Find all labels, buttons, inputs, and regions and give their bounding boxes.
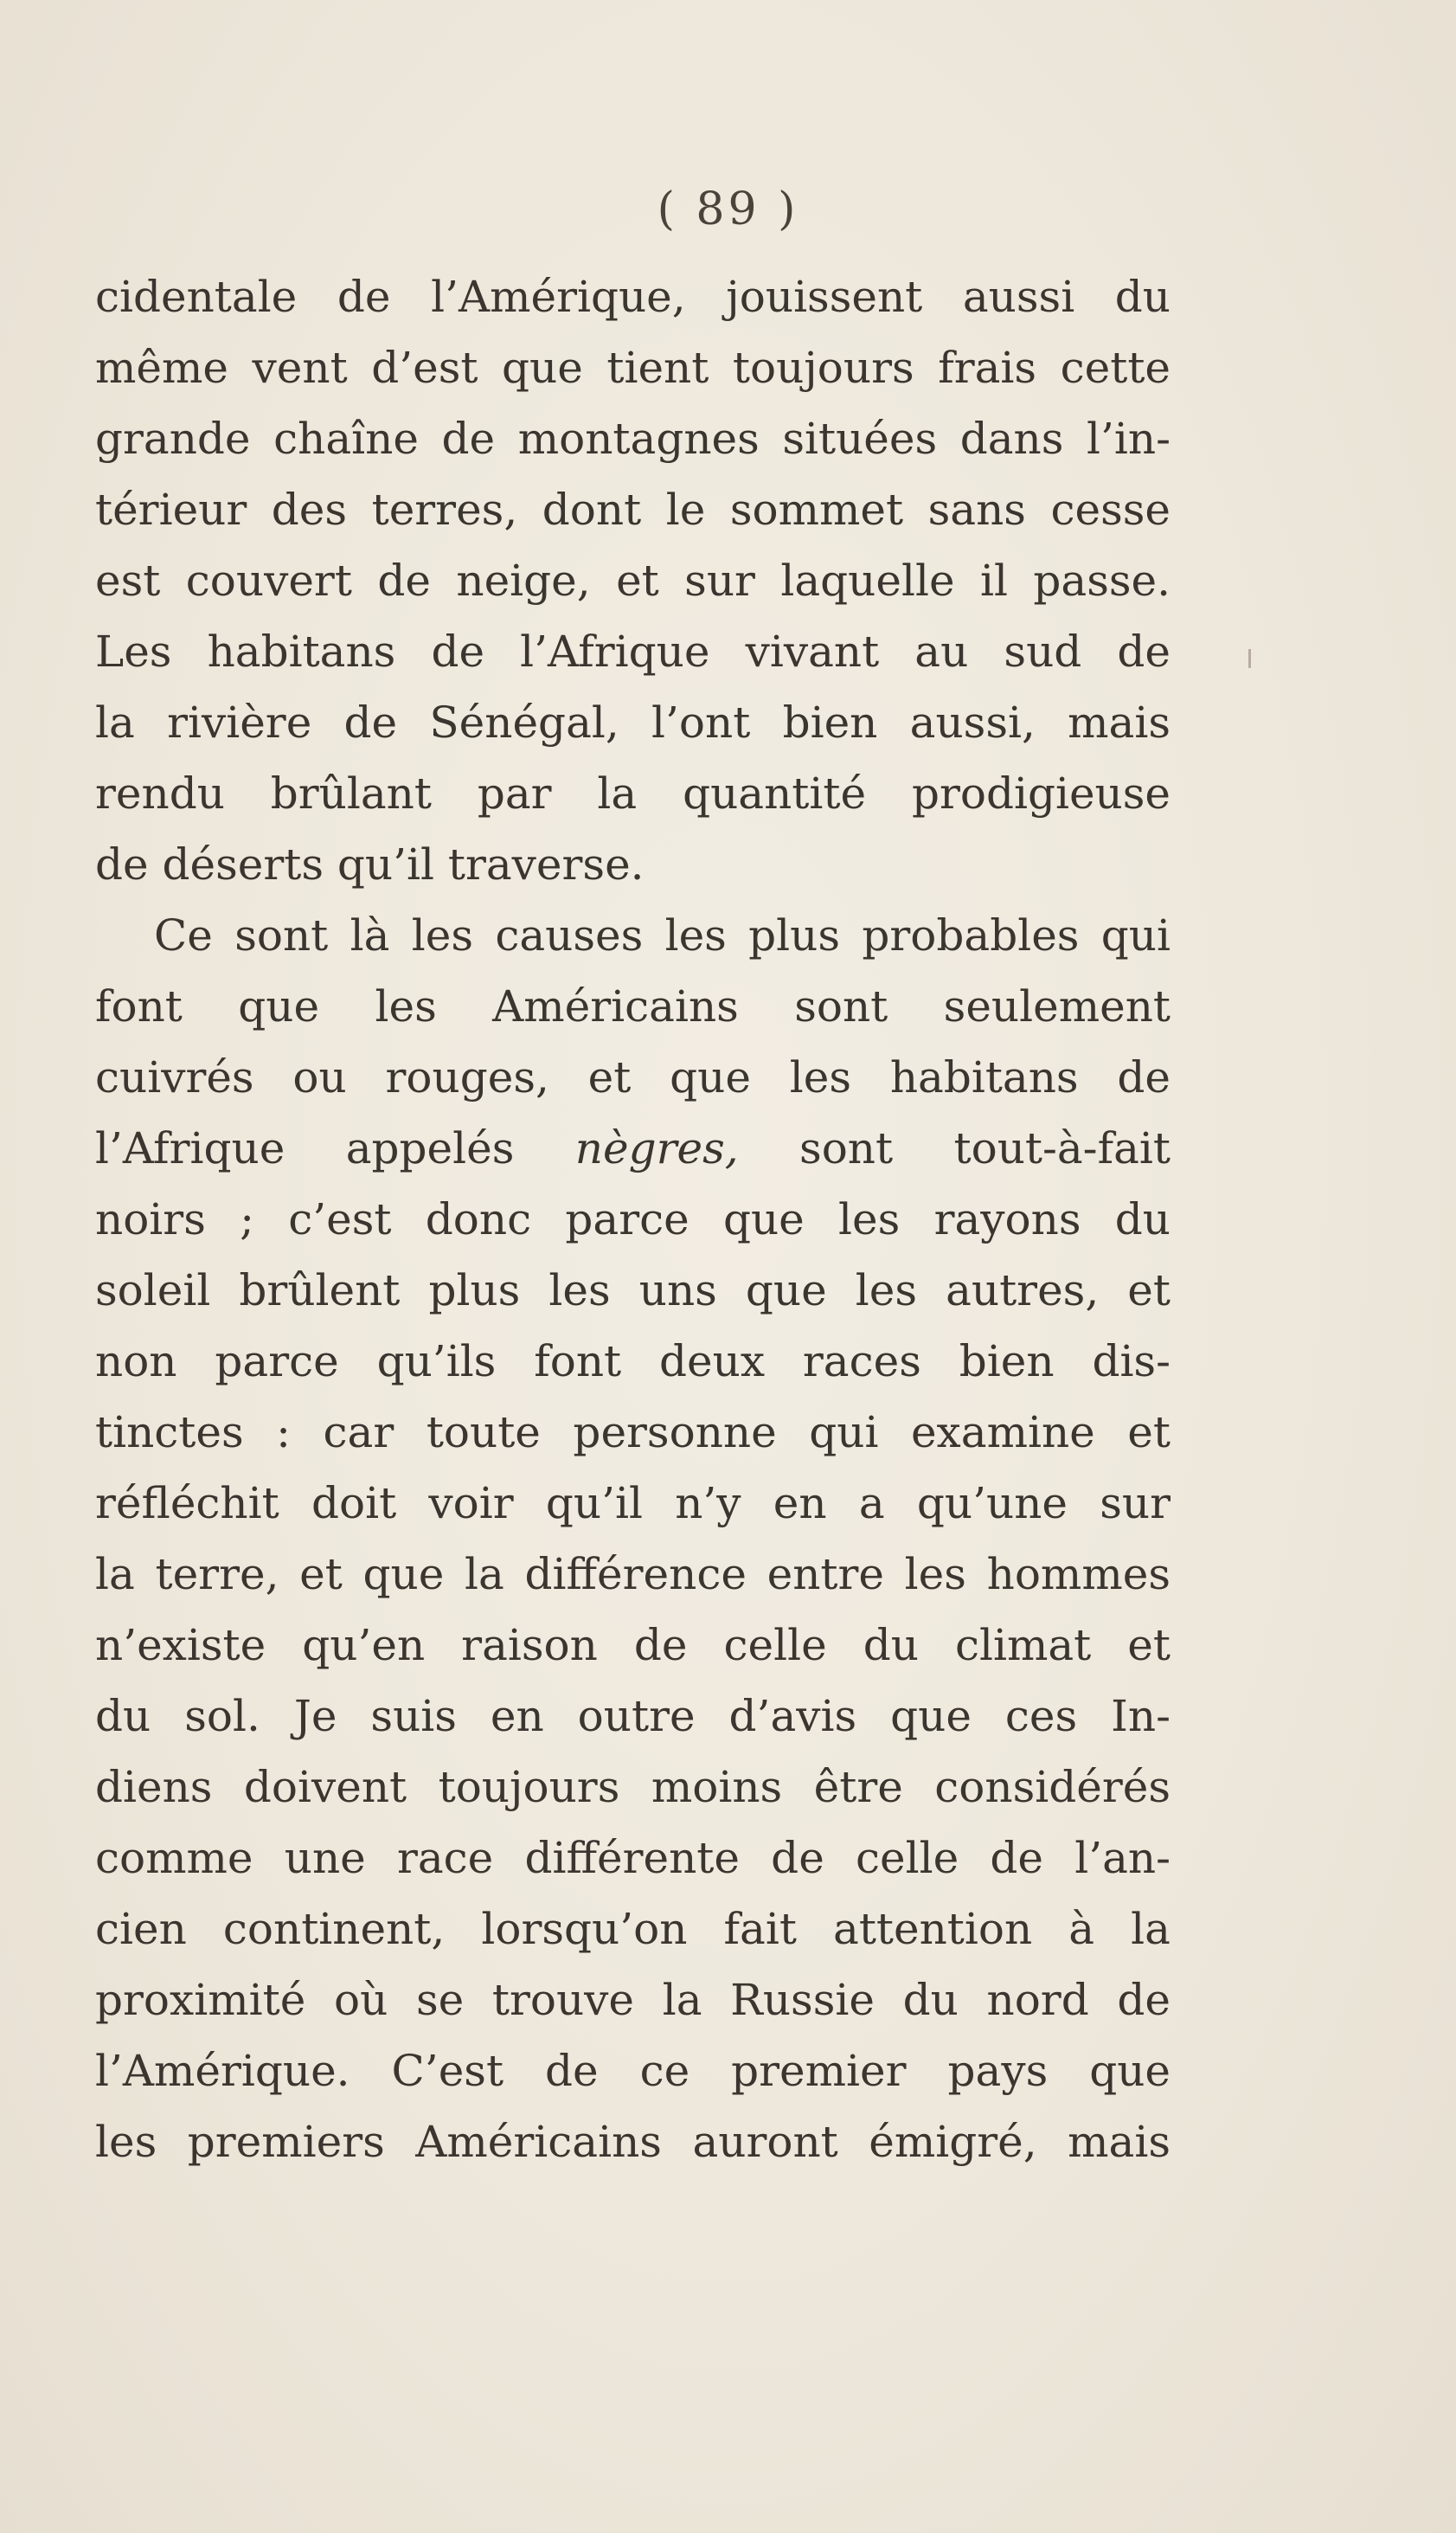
text-line: réfléchit doit voir qu’il n’y en a qu’une sur — [95, 1478, 1171, 1528]
text-line: font que les Américains sont seulement — [95, 981, 1171, 1032]
text-line: térieur des terres, dont le sommet sans cesse — [95, 485, 1171, 535]
text-line: n’existe qu’en raison de celle du climat et — [95, 1620, 1171, 1670]
text-line: comme une race différente de celle de l’an- — [95, 1833, 1171, 1883]
text-line: l’Afrique appelés nègres, sont tout-à-fait — [95, 1123, 1171, 1173]
text-line: cuivrés ou rouges, et que les habitans de — [95, 1052, 1171, 1103]
paragraph — [95, 900, 1171, 2177]
margin-mark — [1248, 649, 1251, 668]
text-line: noirs ; c’est donc parce que les rayons du — [95, 1194, 1171, 1244]
text-line: la terre, et que la différence entre les hommes — [95, 1549, 1171, 1599]
text-line: cidentale de l’Amérique, jouissent aussi du — [95, 272, 1171, 322]
text-line: l’Amérique. C’est de ce premier pays que — [95, 2046, 1171, 2096]
text-line: proximité où se trouve la Russie du nord de — [95, 1975, 1171, 2025]
text-line: diens doivent toujours moins être considérés — [95, 1762, 1171, 1812]
text-line: même vent d’est que tient toujours frais cette — [95, 343, 1171, 393]
text-line: est couvert de neige, et sur laquelle il passe. — [95, 556, 1171, 606]
text-line: non parce qu’ils font deux races bien dis- — [95, 1336, 1171, 1386]
text-line: les premiers Américains auront émigré, mais — [95, 2117, 1171, 2167]
body-text — [95, 261, 1171, 2177]
text-line: de déserts qu’il traverse. — [95, 839, 645, 890]
text-line: la rivière de Sénégal, l’ont bien aussi, mais — [95, 698, 1171, 748]
text-line: Les habitans de l’Afrique vivant au sud de — [95, 627, 1171, 677]
text-line: grande chaîne de montagnes situées dans l’in- — [95, 414, 1171, 464]
text-line: tinctes : car toute personne qui examine et — [95, 1407, 1171, 1457]
text-line: soleil brûlent plus les uns que les autres, et — [95, 1265, 1171, 1315]
paragraph — [95, 261, 1171, 900]
text-line: Ce sont là les causes les plus probables qui — [154, 910, 1171, 961]
text-line: cien continent, lorsqu’on fait attention à la — [95, 1904, 1171, 1954]
page-number: ( 89 ) — [657, 183, 799, 235]
text-line: rendu brûlant par la quantité prodigieuse — [95, 768, 1171, 819]
text-line: du sol. Je suis en outre d’avis que ces In- — [95, 1691, 1171, 1741]
